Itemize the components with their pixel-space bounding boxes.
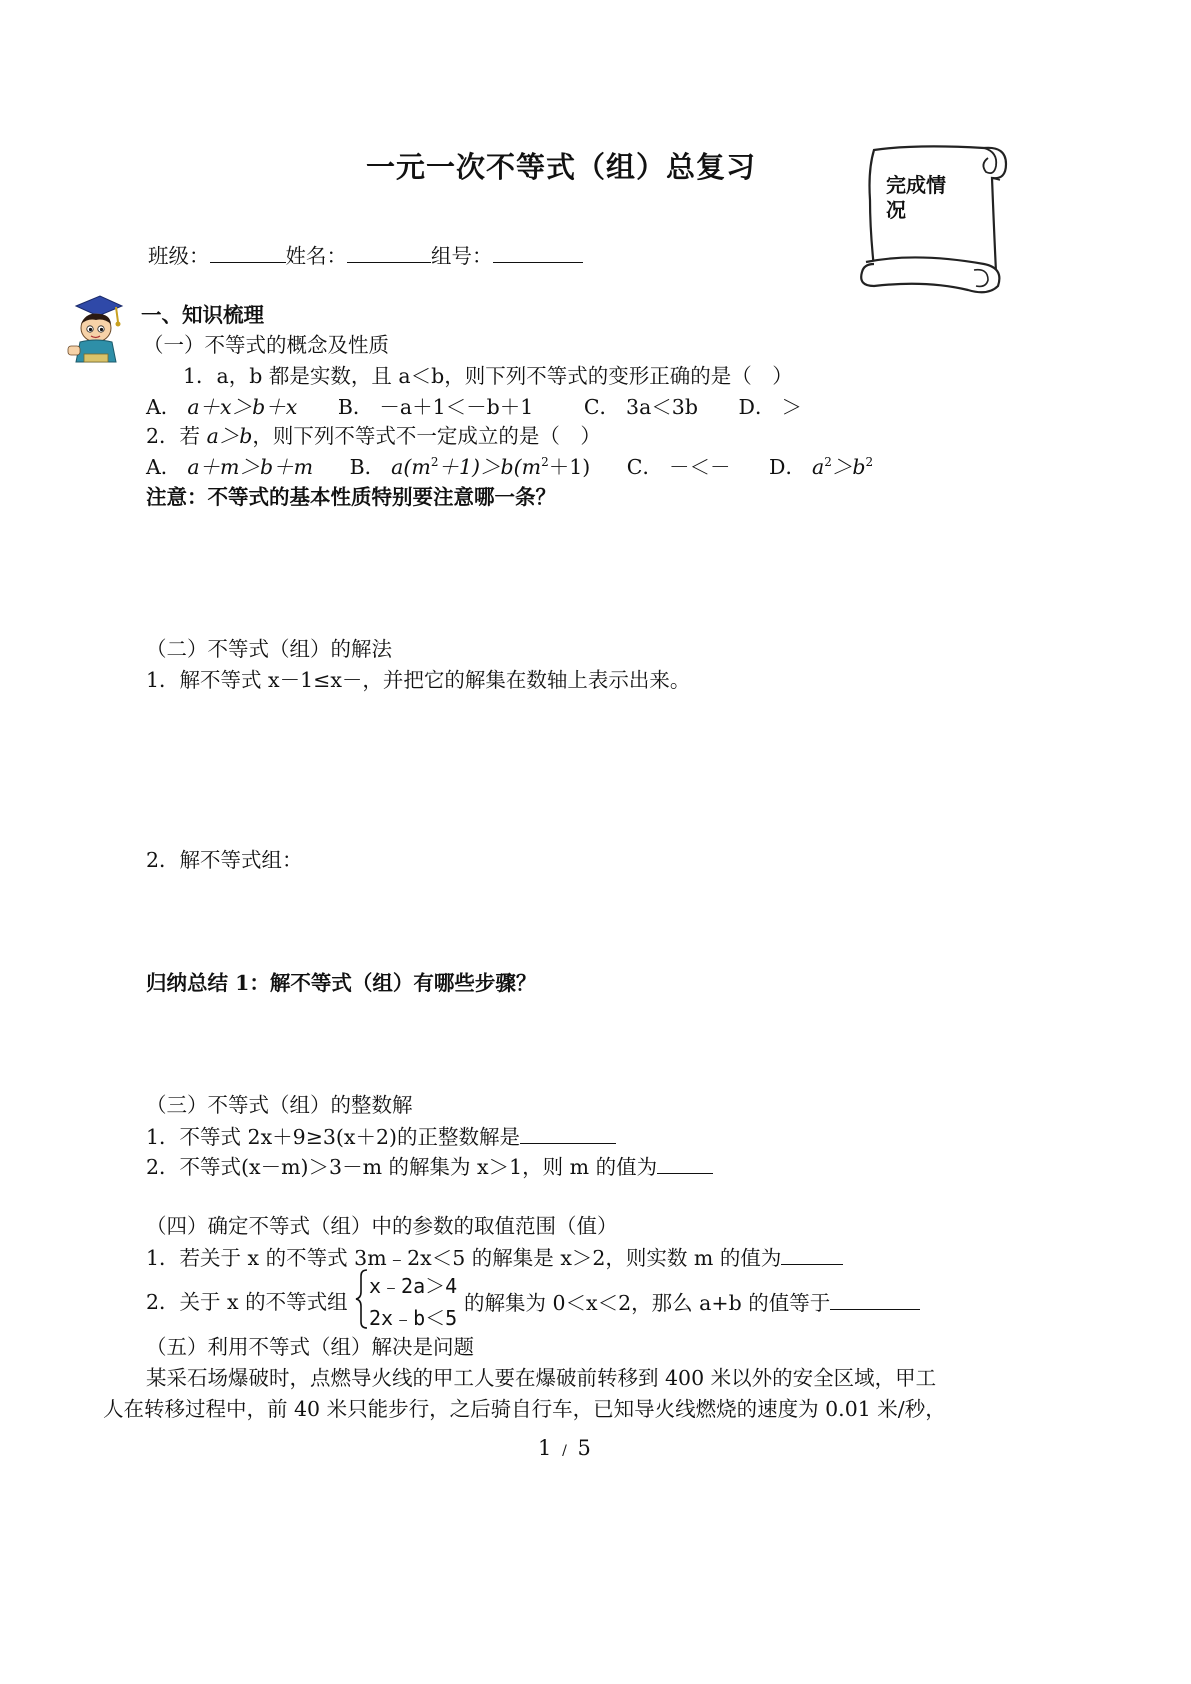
s3-q2 <box>146 1153 713 1180</box>
student-mascot-icon <box>64 294 126 366</box>
system-line-1: x﹣2a＞4 <box>369 1274 458 1298</box>
group-blank[interactable] <box>493 242 583 263</box>
s1-q1-optB-label: B． <box>337 395 374 419</box>
s1-q2-stem-pre: 2．若 <box>146 424 207 448</box>
subsection-5-heading: （五）利用不等式（组）解决是问题 <box>146 1335 474 1359</box>
class-label: 班级： <box>148 244 210 268</box>
form-line <box>148 242 583 269</box>
s1-q2-optD-label: D． <box>769 455 806 479</box>
s1-q2-optA: a＋m＞b＋m <box>187 455 314 479</box>
s1-q2-optB-b: ＋1)＞b(m <box>438 455 542 479</box>
subsection-1-heading: （一）不等式的概念及性质 <box>143 333 389 357</box>
s1-q2-optB-sup1: 2 <box>430 455 439 470</box>
section-1-heading: 一、知识梳理 <box>141 303 264 327</box>
s1-q2-optC-label: C． <box>626 455 663 479</box>
s3-q1 <box>146 1123 616 1150</box>
page-separator: / <box>562 1443 567 1459</box>
subsection-2-heading: （二）不等式（组）的解法 <box>146 637 392 661</box>
subsection-4-heading: （四）确定不等式（组）中的参数的取值范围（值） <box>146 1214 618 1238</box>
s4-q2-post-text: 的解集为 0＜x＜2，那么 a+b 的值等于 <box>464 1291 831 1315</box>
s4-q2-post <box>464 1289 920 1316</box>
s1-q2-optC: －＜－ <box>668 455 731 479</box>
left-brace-icon <box>355 1268 369 1330</box>
s3-q1-blank[interactable] <box>520 1123 616 1144</box>
s1-q2-stem-var: a＞b <box>206 424 253 448</box>
inequality-system <box>355 1268 465 1330</box>
s1-q1-optA-label: A． <box>146 395 182 419</box>
s4-q2-blank[interactable] <box>830 1289 920 1310</box>
s1-q1-stem: 1．a，b 都是实数，且 a＜b，则下列不等式的变形正确的是（ ） <box>183 364 793 388</box>
s2-q1: 1．解不等式 x－1≤x－，并把它的解集在数轴上表示出来。 <box>146 668 691 692</box>
s1-q2-options <box>146 454 873 480</box>
s4-q1-blank[interactable] <box>781 1244 843 1265</box>
s1-q1-optD-label: D． <box>738 395 776 419</box>
s3-q1-text: 1．不等式 2x＋9≥3(x＋2)的正整数解是 <box>146 1125 521 1149</box>
s3-q2-text: 2．不等式(x－m)＞3－m 的解集为 x＞1，则 m 的值为 <box>146 1155 658 1179</box>
s1-q1-optB: －a＋1＜－b＋1 <box>379 395 534 419</box>
s1-q2-optB <box>391 455 590 479</box>
page-current: 1 <box>538 1436 552 1460</box>
s1-q1-options <box>146 394 802 420</box>
s1-q2-optB-c: ＋1) <box>548 455 591 479</box>
s1-q2-optD-a: a <box>811 455 825 479</box>
s1-q1-optC-label: C． <box>583 395 621 419</box>
s1-q2-stem-post: ，则下列不等式不一定成立的是（ ） <box>252 424 601 448</box>
s1-q2-optD-sup2: 2 <box>865 455 874 470</box>
page-total: 5 <box>577 1436 591 1460</box>
scroll-icon <box>856 140 1016 300</box>
s1-q1-optD: ＞ <box>781 395 802 419</box>
status-label-line1: 完成情 <box>886 173 946 197</box>
class-blank[interactable] <box>210 242 286 263</box>
status-label-line2: 况 <box>886 198 906 222</box>
s1-q2-optB-sup2: 2 <box>541 455 549 470</box>
s1-q2-optA-label: A． <box>146 455 182 479</box>
status-scroll <box>856 140 1016 300</box>
system-line-2: 2x﹣b＜5 <box>369 1306 458 1330</box>
s3-q2-blank[interactable] <box>657 1153 713 1174</box>
s2-q2: 2．解不等式组： <box>146 848 303 872</box>
s1-q1-optA: a＋x＞b＋x <box>187 395 298 419</box>
s1-q2-optD-sup1: 2 <box>824 455 832 470</box>
name-label: 姓名： <box>285 244 347 268</box>
group-label: 组号： <box>431 244 493 268</box>
summary-1: 归纳总结 1：解不等式（组）有哪些步骤？ <box>146 971 537 995</box>
s1-q1-optC: 3a＜3b <box>626 395 698 419</box>
name-blank[interactable] <box>347 242 431 263</box>
s1-q2-optD <box>812 455 873 479</box>
s1-note: 注意：不等式的基本性质特别要注意哪一条？ <box>146 485 556 509</box>
s1-q2-optD-b: ＞b <box>831 455 866 479</box>
s5-para-line1: 某采石场爆破时，点燃导火线的甲工人要在爆破前转移到 400 米以外的安全区域，甲工 <box>146 1366 937 1390</box>
s1-q2-optB-a: a(m <box>391 455 431 479</box>
subsection-3-heading: （三）不等式（组）的整数解 <box>146 1093 413 1117</box>
page-number <box>538 1436 591 1460</box>
s5-para-line2: 人在转移过程中，前 40 米只能步行，之后骑自行车，已知导火线燃烧的速度为 0.01 米/秒， <box>103 1397 946 1421</box>
s4-q2-pre: 2．关于 x 的不等式组 <box>146 1290 348 1314</box>
s1-q2-optB-label: B． <box>349 455 386 479</box>
s1-q2-stem <box>146 423 601 449</box>
document-title: 一元一次不等式（组）总复习 <box>366 150 757 184</box>
s4-q1-text: 1．若关于 x 的不等式 3m﹣2x＜5 的解集是 x＞2，则实数 m 的值为 <box>146 1246 782 1270</box>
s4-q1 <box>146 1244 843 1271</box>
